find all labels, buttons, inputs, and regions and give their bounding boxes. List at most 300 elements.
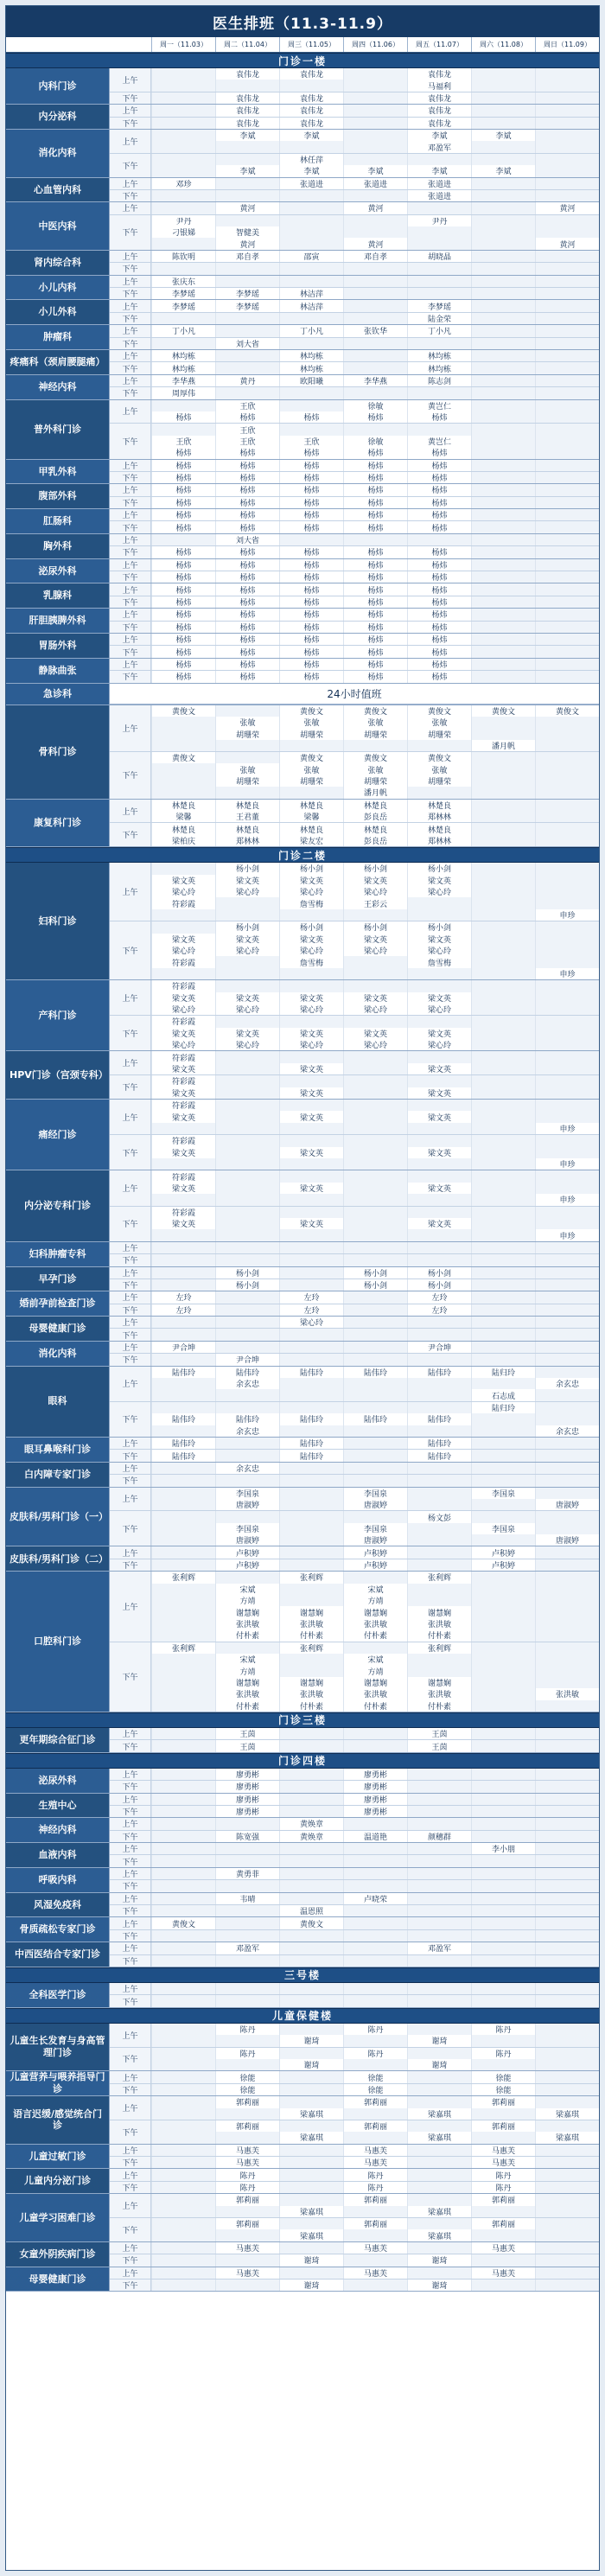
doctor-cell: 李国泉 <box>471 1523 535 1534</box>
doctor-cell: 郑林林 <box>407 835 471 846</box>
doctor-cell: 陈丹 <box>471 2182 535 2193</box>
doctor-cell: 黄俊文 <box>151 705 215 717</box>
doctor-cell: 袁伟龙 <box>215 68 279 80</box>
doctor-cell <box>471 1354 535 1365</box>
session-grid <box>151 130 599 153</box>
doctor-cell <box>215 1917 279 1929</box>
doctor-cell: 林均栋 <box>279 350 343 361</box>
session-grid <box>151 1642 599 1712</box>
afternoon-session <box>110 1955 599 1967</box>
session-label: 上午 <box>110 2267 151 2279</box>
department-block <box>6 1769 599 1794</box>
doctor-cell <box>151 313 215 324</box>
afternoon-session <box>110 521 599 532</box>
doctor-cell <box>471 1511 535 1522</box>
floor-header: 门诊一楼 <box>6 53 599 68</box>
doctor-cell <box>535 436 599 447</box>
doctor-cell: 张道进 <box>279 178 343 189</box>
session-label: 下午 <box>110 1930 151 1942</box>
session-grid <box>151 1930 599 1942</box>
doctor-cell: 詹雪梅 <box>407 956 471 967</box>
doctor-cell <box>343 980 407 992</box>
session-label: 上午 <box>110 400 151 424</box>
doctor-cell: 左玲 <box>151 1291 215 1303</box>
doctor-cell <box>279 1806 343 1817</box>
doctor-cell <box>535 1207 599 1218</box>
session-grid <box>151 190 599 201</box>
doctor-cell: 余玄忠 <box>215 1425 279 1437</box>
doctor-cell <box>535 251 599 262</box>
doctor-cell: 杨炜 <box>215 622 279 633</box>
doctor-cell <box>279 2218 343 2229</box>
doctor-cell <box>215 1955 279 1967</box>
doctor-cell <box>471 387 535 399</box>
doctor-cell: 谢琦 <box>407 2254 471 2266</box>
doctor-cell <box>215 1194 279 1205</box>
department-name: 乳腺科 <box>6 583 110 608</box>
doctor-cell <box>471 105 535 116</box>
department-name: 胃肠外科 <box>6 634 110 658</box>
doctor-cell: 杨炜 <box>407 559 471 571</box>
doctor-cell: 尹合坤 <box>215 1354 279 1365</box>
doctor-cell: 左玲 <box>279 1304 343 1316</box>
doctor-cell <box>279 1995 343 2006</box>
department-name: 小儿外科 <box>6 300 110 324</box>
doctor-cell <box>407 1818 471 1829</box>
doctor-cell <box>151 1818 215 1829</box>
session-label: 下午 <box>110 1995 151 2006</box>
doctor-cell <box>471 1806 535 1817</box>
doctor-cell: 方靖 <box>343 1595 407 1606</box>
doctor-cell: 彭良岳 <box>343 835 407 846</box>
doctor-cell <box>279 338 343 349</box>
session-grid <box>151 1342 599 1353</box>
doctor-cell: 符彩霞 <box>151 1016 215 1027</box>
doctor-cell: 刘大省 <box>215 534 279 545</box>
session-label: 下午 <box>110 2280 151 2291</box>
doctor-cell: 陈丹 <box>343 2169 407 2180</box>
doctor-cell <box>151 921 215 933</box>
session-grid <box>151 400 599 424</box>
doctor-cell: 陆伟玲 <box>215 1413 279 1425</box>
doctor-cell: 杨炜 <box>279 571 343 583</box>
doctor-cell <box>279 1665 343 1676</box>
session-grid <box>151 509 599 520</box>
doctor-cell <box>279 1242 343 1253</box>
doctor-cell: 李斌 <box>215 165 279 176</box>
department-block <box>6 2071 599 2096</box>
doctor-cell <box>279 80 343 91</box>
doctor-cell: 张洪敏 <box>407 1688 471 1699</box>
morning-session <box>110 1367 599 1402</box>
morning-session <box>110 634 599 646</box>
session-rows <box>110 1267 599 1291</box>
session-rows <box>110 1769 599 1793</box>
doctor-cell <box>535 497 599 508</box>
session-label: 下午 <box>110 1806 151 1817</box>
doctor-cell <box>471 338 535 349</box>
doctor-cell <box>471 1917 535 1929</box>
session-label: 下午 <box>110 1855 151 1866</box>
session-label: 下午 <box>110 497 151 508</box>
doctor-cell <box>151 2035 215 2046</box>
session-grid <box>151 1207 599 1241</box>
doctor-cell <box>471 2206 535 2217</box>
doctor-cell: 付朴素 <box>215 1700 279 1712</box>
session-label: 下午 <box>110 1304 151 1316</box>
doctor-cell <box>151 1618 215 1629</box>
doctor-cell: 谢慧娴 <box>215 1606 279 1617</box>
session-rows <box>110 300 599 324</box>
doctor-cell <box>535 1087 599 1099</box>
doctor-cell <box>471 80 535 91</box>
doctor-cell <box>151 1728 215 1739</box>
doctor-cell: 马惠芙 <box>471 2242 535 2254</box>
doctor-cell <box>535 1677 599 1688</box>
doctor-cell <box>471 909 535 921</box>
doctor-cell: 梁嘉琪 <box>407 2132 471 2143</box>
doctor-cell <box>535 1642 599 1654</box>
session-grid <box>151 634 599 645</box>
doctor-cell <box>151 400 215 411</box>
doctor-cell <box>535 646 599 657</box>
doctor-cell <box>279 2169 343 2180</box>
day-header: 周三（11.05） <box>279 37 343 52</box>
doctor-cell <box>471 1665 535 1676</box>
session-grid <box>151 1769 599 1780</box>
doctor-cell <box>343 1158 407 1170</box>
doctor-cell: 唐淑婷 <box>535 1499 599 1510</box>
doctor-cell <box>535 521 599 532</box>
doctor-cell: 杨炜 <box>407 571 471 583</box>
doctor-cell <box>343 1207 407 1218</box>
doctor-cell <box>151 202 215 214</box>
department-name: 消化内科 <box>6 130 110 177</box>
doctor-cell: 杨小剑 <box>215 1279 279 1291</box>
doctor-cell: 梁文英 <box>407 934 471 945</box>
doctor-cell: 方靖 <box>343 1665 407 1676</box>
doctor-cell <box>279 1135 343 1146</box>
doctor-cell: 胡晓晶 <box>407 251 471 262</box>
doctor-cell <box>343 1135 407 1146</box>
doctor-cell <box>535 2229 599 2241</box>
doctor-cell: 杨炜 <box>151 622 215 633</box>
session-label: 上午 <box>110 68 151 92</box>
doctor-cell <box>279 1546 343 1558</box>
session-label: 上午 <box>110 2024 151 2047</box>
doctor-cell: 杨炜 <box>215 634 279 645</box>
doctor-cell <box>471 1304 535 1316</box>
doctor-cell <box>215 313 279 324</box>
department-name: 白内障专家门诊 <box>6 1463 110 1487</box>
doctor-cell <box>407 2071 471 2082</box>
afternoon-session <box>110 1329 599 1340</box>
doctor-cell: 张道进 <box>343 178 407 189</box>
doctor-cell: 杨小剑 <box>215 1267 279 1278</box>
doctor-cell: 袁伟龙 <box>215 105 279 116</box>
doctor-cell: 杨炜 <box>343 521 407 532</box>
doctor-cell: 杨小剑 <box>279 921 343 933</box>
department-name: 早孕门诊 <box>6 1267 110 1291</box>
doctor-cell: 唐淑婷 <box>215 1499 279 1510</box>
doctor-cell <box>535 763 599 775</box>
doctor-cell: 梁文英 <box>407 875 471 886</box>
doctor-cell: 梁心玲 <box>215 1039 279 1050</box>
doctor-cell <box>535 559 599 571</box>
doctor-cell <box>535 300 599 311</box>
doctor-cell: 杨炜 <box>215 571 279 583</box>
doctor-cell <box>215 1135 279 1146</box>
department-block <box>6 1983 599 2008</box>
doctor-cell: 方靖 <box>215 1595 279 1606</box>
doctor-cell: 杨炜 <box>407 521 471 532</box>
session-grid <box>151 1995 599 2006</box>
doctor-cell: 李斌 <box>279 130 343 141</box>
doctor-cell <box>471 717 535 728</box>
doctor-cell <box>471 1781 535 1792</box>
session-label: 上午 <box>110 1317 151 1328</box>
session-label: 下午 <box>110 671 151 682</box>
afternoon-session <box>110 1995 599 2006</box>
doctor-cell <box>215 752 279 763</box>
doctor-cell: 杨炜 <box>151 559 215 571</box>
floor-header: 三号楼 <box>6 1967 599 1983</box>
session-rows <box>110 534 599 558</box>
department-block <box>6 2096 599 2145</box>
doctor-cell: 王彩云 <box>343 897 407 909</box>
session-rows <box>110 1546 599 1571</box>
doctor-cell: 丁小凡 <box>407 325 471 336</box>
doctor-cell <box>535 863 599 874</box>
doctor-cell: 杨炜 <box>279 472 343 483</box>
doctor-cell: 梁文英 <box>151 875 215 886</box>
doctor-cell <box>215 1100 279 1111</box>
session-label: 上午 <box>110 863 151 921</box>
session-grid <box>151 1051 599 1074</box>
afternoon-session <box>110 1806 599 1817</box>
session-grid <box>151 1463 599 1474</box>
doctor-cell: 梁文英 <box>343 934 407 945</box>
doctor-cell <box>535 1728 599 1739</box>
doctor-cell <box>471 1135 535 1146</box>
session-label: 下午 <box>110 823 151 846</box>
afternoon-session <box>110 1559 599 1571</box>
doctor-cell: 唐淑婷 <box>535 1534 599 1546</box>
department-name: 更年期综合征门诊 <box>6 1728 110 1752</box>
session-label: 下午 <box>110 596 151 608</box>
doctor-cell <box>279 1194 343 1205</box>
doctor-cell: 颜穗群 <box>407 1831 471 1842</box>
session-label: 上午 <box>110 800 151 823</box>
doctor-cell <box>535 375 599 386</box>
doctor-cell <box>535 1488 599 1499</box>
doctor-cell: 潘月帆 <box>471 740 535 751</box>
doctor-cell: 梁文英 <box>151 1087 215 1099</box>
day-header: 周二（11.04） <box>215 37 279 52</box>
doctor-cell <box>279 1584 343 1595</box>
doctor-cell: 彭良岳 <box>343 811 407 822</box>
session-rows <box>110 509 599 533</box>
doctor-cell <box>215 1291 279 1303</box>
doctor-cell <box>151 1794 215 1805</box>
doctor-cell <box>535 1546 599 1558</box>
doctor-cell: 杨炜 <box>407 671 471 682</box>
doctor-cell <box>407 1488 471 1499</box>
doctor-cell <box>215 1170 279 1182</box>
session-grid <box>151 460 599 471</box>
doctor-cell <box>151 1123 215 1134</box>
doctor-cell: 梁心玲 <box>279 1317 343 1328</box>
session-grid <box>151 1354 599 1365</box>
doctor-cell <box>151 130 215 141</box>
morning-session <box>110 325 599 337</box>
doctor-cell <box>215 1389 279 1400</box>
doctor-cell: 申珍 <box>535 909 599 921</box>
morning-session <box>110 1342 599 1354</box>
doctor-cell: 谢慧娴 <box>407 1677 471 1688</box>
department-block <box>6 559 599 584</box>
doctor-cell: 杨炜 <box>343 609 407 620</box>
department-name: 中西医结合专家门诊 <box>6 1942 110 1967</box>
department-block <box>6 1572 599 1712</box>
doctor-cell: 梁文英 <box>151 1218 215 1229</box>
session-grid <box>151 1905 599 1916</box>
doctor-cell <box>471 980 535 992</box>
doctor-cell: 杨炜 <box>343 596 407 608</box>
doctor-cell <box>279 313 343 324</box>
doctor-cell: 符彩霞 <box>151 1135 215 1146</box>
doctor-cell <box>343 2280 407 2291</box>
doctor-cell <box>151 1740 215 1751</box>
doctor-cell: 申珍 <box>535 1194 599 1205</box>
doctor-cell <box>151 1629 215 1641</box>
doctor-cell: 杨炜 <box>151 571 215 583</box>
doctor-cell: 杨炜 <box>407 509 471 520</box>
doctor-cell <box>471 424 535 435</box>
department-block <box>6 684 599 705</box>
session-grid <box>151 559 599 571</box>
doctor-cell <box>279 424 343 435</box>
session-grid <box>151 2280 599 2291</box>
doctor-cell <box>471 886 535 897</box>
session-grid <box>151 2254 599 2266</box>
doctor-cell <box>279 2242 343 2254</box>
doctor-cell: 梁心玲 <box>343 1004 407 1015</box>
department-block <box>6 1267 599 1292</box>
doctor-cell <box>471 1438 535 1449</box>
doctor-cell <box>535 2120 599 2132</box>
doctor-cell <box>215 1880 279 1891</box>
morning-session <box>110 1818 599 1830</box>
department-block <box>6 68 599 105</box>
session-rows <box>110 1051 599 1099</box>
doctor-cell <box>407 1806 471 1817</box>
doctor-cell <box>471 1123 535 1134</box>
doctor-cell <box>535 875 599 886</box>
doctor-cell <box>535 583 599 595</box>
doctor-cell <box>471 1004 535 1015</box>
department-name: 肿瘤科 <box>6 325 110 349</box>
doctor-cell <box>471 1291 535 1303</box>
doctor-cell: 谢琦 <box>279 2035 343 2046</box>
doctor-cell <box>151 775 215 787</box>
session-rows <box>110 105 599 129</box>
doctor-cell <box>471 521 535 532</box>
doctor-cell: 杨小剑 <box>343 863 407 874</box>
doctor-cell: 邓盈军 <box>407 1942 471 1954</box>
doctor-cell: 林楚良 <box>215 800 279 811</box>
doctor-cell <box>471 1818 535 1829</box>
doctor-cell <box>343 1111 407 1122</box>
doctor-cell: 梁文英 <box>151 992 215 1004</box>
afternoon-session <box>110 1354 599 1365</box>
doctor-cell: 梁心玲 <box>407 886 471 897</box>
doctor-cell: 杨小剑 <box>215 863 279 874</box>
afternoon-session <box>110 2254 599 2266</box>
doctor-cell <box>151 1329 215 1340</box>
doctor-cell <box>343 338 407 349</box>
doctor-cell: 梁文英 <box>407 1087 471 1099</box>
doctor-cell: 杨炜 <box>151 609 215 620</box>
doctor-cell: 付朴素 <box>407 1700 471 1712</box>
doctor-cell <box>407 1463 471 1474</box>
doctor-cell <box>535 1983 599 1994</box>
doctor-cell <box>215 1642 279 1654</box>
session-grid <box>151 609 599 620</box>
doctor-cell <box>279 1983 343 1994</box>
doctor-cell <box>343 387 407 399</box>
doctor-cell <box>151 1843 215 1854</box>
doctor-cell: 梁嘉琪 <box>279 2132 343 2143</box>
department-block <box>6 1367 599 1438</box>
doctor-cell: 梁文英 <box>215 1028 279 1039</box>
doctor-cell <box>535 1438 599 1449</box>
doctor-cell <box>535 472 599 483</box>
doctor-cell: 林均栋 <box>407 350 471 361</box>
doctor-cell <box>471 775 535 787</box>
doctor-cell: 付朴素 <box>279 1629 343 1641</box>
session-rows <box>110 1917 599 1942</box>
doctor-cell: 廖勇彬 <box>215 1781 279 1792</box>
doctor-cell <box>151 2120 215 2132</box>
doctor-cell: 陆伟玲 <box>279 1438 343 1449</box>
session-label: 下午 <box>110 1905 151 1916</box>
doctor-cell: 李斌 <box>471 165 535 176</box>
doctor-cell: 杨炜 <box>343 583 407 595</box>
doctor-cell <box>535 118 599 129</box>
session-rows <box>110 1291 599 1316</box>
doctor-cell <box>151 165 215 176</box>
morning-session <box>110 375 599 387</box>
doctor-cell <box>215 1075 279 1087</box>
doctor-cell <box>279 190 343 201</box>
session-grid <box>151 68 599 92</box>
doctor-cell <box>343 1254 407 1266</box>
doctor-cell <box>471 460 535 471</box>
doctor-cell <box>535 1831 599 1842</box>
department-block <box>6 2242 599 2267</box>
session-grid <box>151 2048 599 2071</box>
doctor-cell: 张钦华 <box>343 325 407 336</box>
doctor-cell <box>471 752 535 763</box>
doctor-cell: 符彩霞 <box>151 897 215 909</box>
department-name: 皮肤科/男科门诊（一） <box>6 1488 110 1546</box>
doctor-cell: 李斌 <box>471 130 535 141</box>
doctor-cell: 梁文英 <box>407 1218 471 1229</box>
doctor-cell <box>279 1523 343 1534</box>
doctor-cell <box>279 1051 343 1062</box>
department-name: 小儿内科 <box>6 276 110 300</box>
